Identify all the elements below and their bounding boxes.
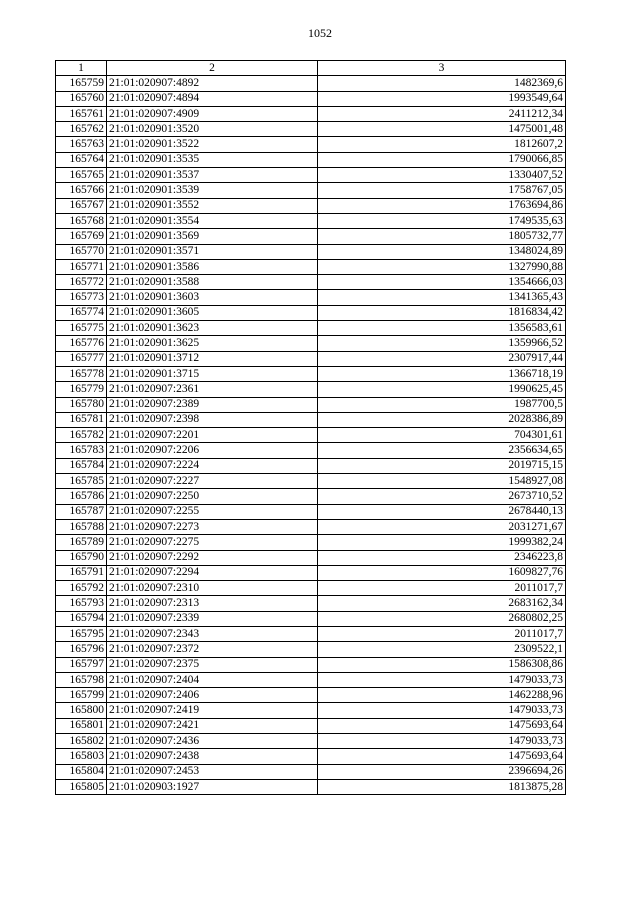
- value-cell: 1482369,6: [318, 76, 566, 91]
- value-cell: 2673710,52: [318, 489, 566, 504]
- cadastral-number-cell: 21:01:020907:2438: [107, 749, 318, 764]
- table-header: [56, 61, 566, 76]
- value-cell: 1816834,42: [318, 305, 566, 320]
- header-row: [56, 61, 566, 76]
- table-row: [56, 168, 566, 183]
- cadastral-number-cell: 21:01:020907:4894: [107, 91, 318, 106]
- table-row: [56, 642, 566, 657]
- cadastral-number-cell: 21:01:020907:2313: [107, 596, 318, 611]
- cadastral-number-cell: 21:01:020907:2224: [107, 458, 318, 473]
- row-number-cell: 165787: [56, 504, 107, 519]
- cadastral-number-cell: 21:01:020901:3569: [107, 229, 318, 244]
- value-cell: 2011017,7: [318, 626, 566, 641]
- cadastral-number-cell: 21:01:020907:2375: [107, 657, 318, 672]
- value-cell: 2309522,1: [318, 642, 566, 657]
- value-cell: 1475001,48: [318, 122, 566, 137]
- cadastral-number-cell: 21:01:020907:2255: [107, 504, 318, 519]
- value-cell: 2683162,34: [318, 596, 566, 611]
- row-number-cell: 165764: [56, 152, 107, 167]
- value-cell: 2028386,89: [318, 412, 566, 427]
- row-number-cell: 165781: [56, 412, 107, 427]
- cadastral-number-cell: 21:01:020901:3552: [107, 198, 318, 213]
- table-row: [56, 672, 566, 687]
- cadastral-number-cell: 21:01:020901:3522: [107, 137, 318, 152]
- value-cell: 2019715,15: [318, 458, 566, 473]
- table-row: [56, 474, 566, 489]
- row-number-cell: 165775: [56, 321, 107, 336]
- value-cell: 1475693,64: [318, 749, 566, 764]
- column-header-2: 2: [107, 61, 318, 76]
- row-number-cell: 165783: [56, 443, 107, 458]
- table-row: [56, 397, 566, 412]
- table-row: [56, 535, 566, 550]
- row-number-cell: 165786: [56, 489, 107, 504]
- cadastral-number-cell: 21:01:020907:2310: [107, 581, 318, 596]
- value-cell: 1990625,45: [318, 382, 566, 397]
- value-cell: 1763694,86: [318, 198, 566, 213]
- cadastral-number-cell: 21:01:020907:4909: [107, 106, 318, 121]
- row-number-cell: 165805: [56, 779, 107, 794]
- table-row: [56, 611, 566, 626]
- cadastral-number-cell: 21:01:020907:2421: [107, 718, 318, 733]
- row-number-cell: 165792: [56, 581, 107, 596]
- cadastral-number-cell: 21:01:020901:3586: [107, 259, 318, 274]
- table-row: [56, 749, 566, 764]
- table-row: [56, 229, 566, 244]
- value-cell: 1348024,89: [318, 244, 566, 259]
- value-cell: 2011017,7: [318, 581, 566, 596]
- cadastral-number-cell: 21:01:020907:2339: [107, 611, 318, 626]
- table-row: [56, 581, 566, 596]
- row-number-cell: 165799: [56, 688, 107, 703]
- table-row: [56, 91, 566, 106]
- value-cell: 1359966,52: [318, 336, 566, 351]
- row-number-cell: 165785: [56, 474, 107, 489]
- cadastral-number-cell: 21:01:020901:3625: [107, 336, 318, 351]
- row-number-cell: 165797: [56, 657, 107, 672]
- table-row: [56, 412, 566, 427]
- value-cell: 1805732,77: [318, 229, 566, 244]
- table-row: [56, 259, 566, 274]
- row-number-cell: 165803: [56, 749, 107, 764]
- table-row: [56, 519, 566, 534]
- cadastral-number-cell: 21:01:020901:3520: [107, 122, 318, 137]
- cadastral-number-cell: 21:01:020903:1927: [107, 779, 318, 794]
- cadastral-number-cell: 21:01:020907:2361: [107, 382, 318, 397]
- table-row: [56, 764, 566, 779]
- value-cell: 1813875,28: [318, 779, 566, 794]
- row-number-cell: 165773: [56, 290, 107, 305]
- value-cell: 1749535,63: [318, 213, 566, 228]
- row-number-cell: 165795: [56, 626, 107, 641]
- table-row: [56, 321, 566, 336]
- value-cell: 1366718,19: [318, 366, 566, 381]
- cadastral-number-cell: 21:01:020907:2406: [107, 688, 318, 703]
- row-number-cell: 165780: [56, 397, 107, 412]
- row-number-cell: 165767: [56, 198, 107, 213]
- table-row: [56, 779, 566, 794]
- table-row: [56, 76, 566, 91]
- value-cell: 1479033,73: [318, 672, 566, 687]
- table-row: [56, 626, 566, 641]
- cadastral-number-cell: 21:01:020907:2227: [107, 474, 318, 489]
- row-number-cell: 165784: [56, 458, 107, 473]
- value-cell: 1993549,64: [318, 91, 566, 106]
- value-cell: 1479033,73: [318, 734, 566, 749]
- table-row: [56, 198, 566, 213]
- cadastral-number-cell: 21:01:020907:2250: [107, 489, 318, 504]
- row-number-cell: 165794: [56, 611, 107, 626]
- cadastral-number-cell: 21:01:020907:2372: [107, 642, 318, 657]
- row-number-cell: 165778: [56, 366, 107, 381]
- row-number-cell: 165762: [56, 122, 107, 137]
- table-row: [56, 734, 566, 749]
- column-header-3: 3: [318, 61, 566, 76]
- value-cell: 2680802,25: [318, 611, 566, 626]
- value-cell: 1812607,2: [318, 137, 566, 152]
- row-number-cell: 165793: [56, 596, 107, 611]
- row-number-cell: 165779: [56, 382, 107, 397]
- cadastral-number-cell: 21:01:020901:3712: [107, 351, 318, 366]
- cadastral-number-cell: 21:01:020907:2292: [107, 550, 318, 565]
- row-number-cell: 165782: [56, 428, 107, 443]
- table-row: [56, 703, 566, 718]
- cadastral-number-cell: 21:01:020907:2206: [107, 443, 318, 458]
- table-row: [56, 657, 566, 672]
- cadastral-number-cell: 21:01:020907:2436: [107, 734, 318, 749]
- table-row: [56, 366, 566, 381]
- value-cell: 1462288,96: [318, 688, 566, 703]
- value-cell: 2307917,44: [318, 351, 566, 366]
- table-row: [56, 489, 566, 504]
- table-row: [56, 596, 566, 611]
- data-table: [55, 60, 566, 795]
- row-number-cell: 165768: [56, 213, 107, 228]
- row-number-cell: 165788: [56, 519, 107, 534]
- cadastral-number-cell: 21:01:020901:3603: [107, 290, 318, 305]
- row-number-cell: 165771: [56, 259, 107, 274]
- cadastral-number-cell: 21:01:020901:3554: [107, 213, 318, 228]
- cadastral-number-cell: 21:01:020901:3588: [107, 275, 318, 290]
- cadastral-number-cell: 21:01:020907:2419: [107, 703, 318, 718]
- value-cell: 1609827,76: [318, 565, 566, 580]
- table-row: [56, 137, 566, 152]
- value-cell: 1548927,08: [318, 474, 566, 489]
- row-number-cell: 165765: [56, 168, 107, 183]
- column-header-1: 1: [56, 61, 107, 76]
- table-row: [56, 458, 566, 473]
- table-row: [56, 152, 566, 167]
- row-number-cell: 165789: [56, 535, 107, 550]
- row-number-cell: 165802: [56, 734, 107, 749]
- value-cell: 704301,61: [318, 428, 566, 443]
- table-row: [56, 305, 566, 320]
- value-cell: 1341365,43: [318, 290, 566, 305]
- value-cell: 1999382,24: [318, 535, 566, 550]
- table-row: [56, 336, 566, 351]
- value-cell: 2678440,13: [318, 504, 566, 519]
- cadastral-number-cell: 21:01:020907:2389: [107, 397, 318, 412]
- row-number-cell: 165804: [56, 764, 107, 779]
- row-number-cell: 165759: [56, 76, 107, 91]
- row-number-cell: 165760: [56, 91, 107, 106]
- cadastral-number-cell: 21:01:020907:2273: [107, 519, 318, 534]
- row-number-cell: 165798: [56, 672, 107, 687]
- row-number-cell: 165801: [56, 718, 107, 733]
- row-number-cell: 165769: [56, 229, 107, 244]
- table-row: [56, 290, 566, 305]
- cadastral-number-cell: 21:01:020907:2398: [107, 412, 318, 427]
- row-number-cell: 165774: [56, 305, 107, 320]
- cadastral-number-cell: 21:01:020901:3537: [107, 168, 318, 183]
- row-number-cell: 165796: [56, 642, 107, 657]
- table-row: [56, 106, 566, 121]
- row-number-cell: 165790: [56, 550, 107, 565]
- value-cell: 1987700,5: [318, 397, 566, 412]
- cadastral-number-cell: 21:01:020907:2453: [107, 764, 318, 779]
- value-cell: 1354666,03: [318, 275, 566, 290]
- cadastral-number-cell: 21:01:020901:3623: [107, 321, 318, 336]
- cadastral-number-cell: 21:01:020907:2275: [107, 535, 318, 550]
- value-cell: 1327990,88: [318, 259, 566, 274]
- row-number-cell: 165777: [56, 351, 107, 366]
- value-cell: 1758767,05: [318, 183, 566, 198]
- cadastral-number-cell: 21:01:020901:3571: [107, 244, 318, 259]
- table-row: [56, 382, 566, 397]
- value-cell: 1790066,85: [318, 152, 566, 167]
- value-cell: 1475693,64: [318, 718, 566, 733]
- value-cell: 2396694,26: [318, 764, 566, 779]
- value-cell: 2346223,8: [318, 550, 566, 565]
- table-row: [56, 504, 566, 519]
- row-number-cell: 165766: [56, 183, 107, 198]
- cadastral-number-cell: 21:01:020907:2294: [107, 565, 318, 580]
- value-cell: 2411212,34: [318, 106, 566, 121]
- value-cell: 1330407,52: [318, 168, 566, 183]
- row-number-cell: 165772: [56, 275, 107, 290]
- value-cell: 2031271,67: [318, 519, 566, 534]
- row-number-cell: 165800: [56, 703, 107, 718]
- table-row: [56, 565, 566, 580]
- cadastral-number-cell: 21:01:020901:3715: [107, 366, 318, 381]
- row-number-cell: 165761: [56, 106, 107, 121]
- page-number: 1052: [308, 26, 332, 40]
- cadastral-number-cell: 21:01:020907:2343: [107, 626, 318, 641]
- table-row: [56, 688, 566, 703]
- row-number-cell: 165791: [56, 565, 107, 580]
- table-row: [56, 213, 566, 228]
- row-number-cell: 165776: [56, 336, 107, 351]
- cadastral-number-cell: 21:01:020901:3535: [107, 152, 318, 167]
- value-cell: 1479033,73: [318, 703, 566, 718]
- cadastral-number-cell: 21:01:020907:2201: [107, 428, 318, 443]
- table-row: [56, 122, 566, 137]
- value-cell: 1356583,61: [318, 321, 566, 336]
- cadastral-number-cell: 21:01:020907:2404: [107, 672, 318, 687]
- cadastral-number-cell: 21:01:020907:4892: [107, 76, 318, 91]
- row-number-cell: 165763: [56, 137, 107, 152]
- value-cell: 1586308,86: [318, 657, 566, 672]
- table-row: [56, 443, 566, 458]
- table-row: [56, 351, 566, 366]
- row-number-cell: 165770: [56, 244, 107, 259]
- table-body: [56, 76, 566, 795]
- value-cell: 2356634,65: [318, 443, 566, 458]
- table-row: [56, 244, 566, 259]
- table-row: [56, 183, 566, 198]
- table-row: [56, 428, 566, 443]
- table-row: [56, 550, 566, 565]
- table-row: [56, 718, 566, 733]
- table-row: [56, 275, 566, 290]
- cadastral-number-cell: 21:01:020901:3539: [107, 183, 318, 198]
- cadastral-number-cell: 21:01:020901:3605: [107, 305, 318, 320]
